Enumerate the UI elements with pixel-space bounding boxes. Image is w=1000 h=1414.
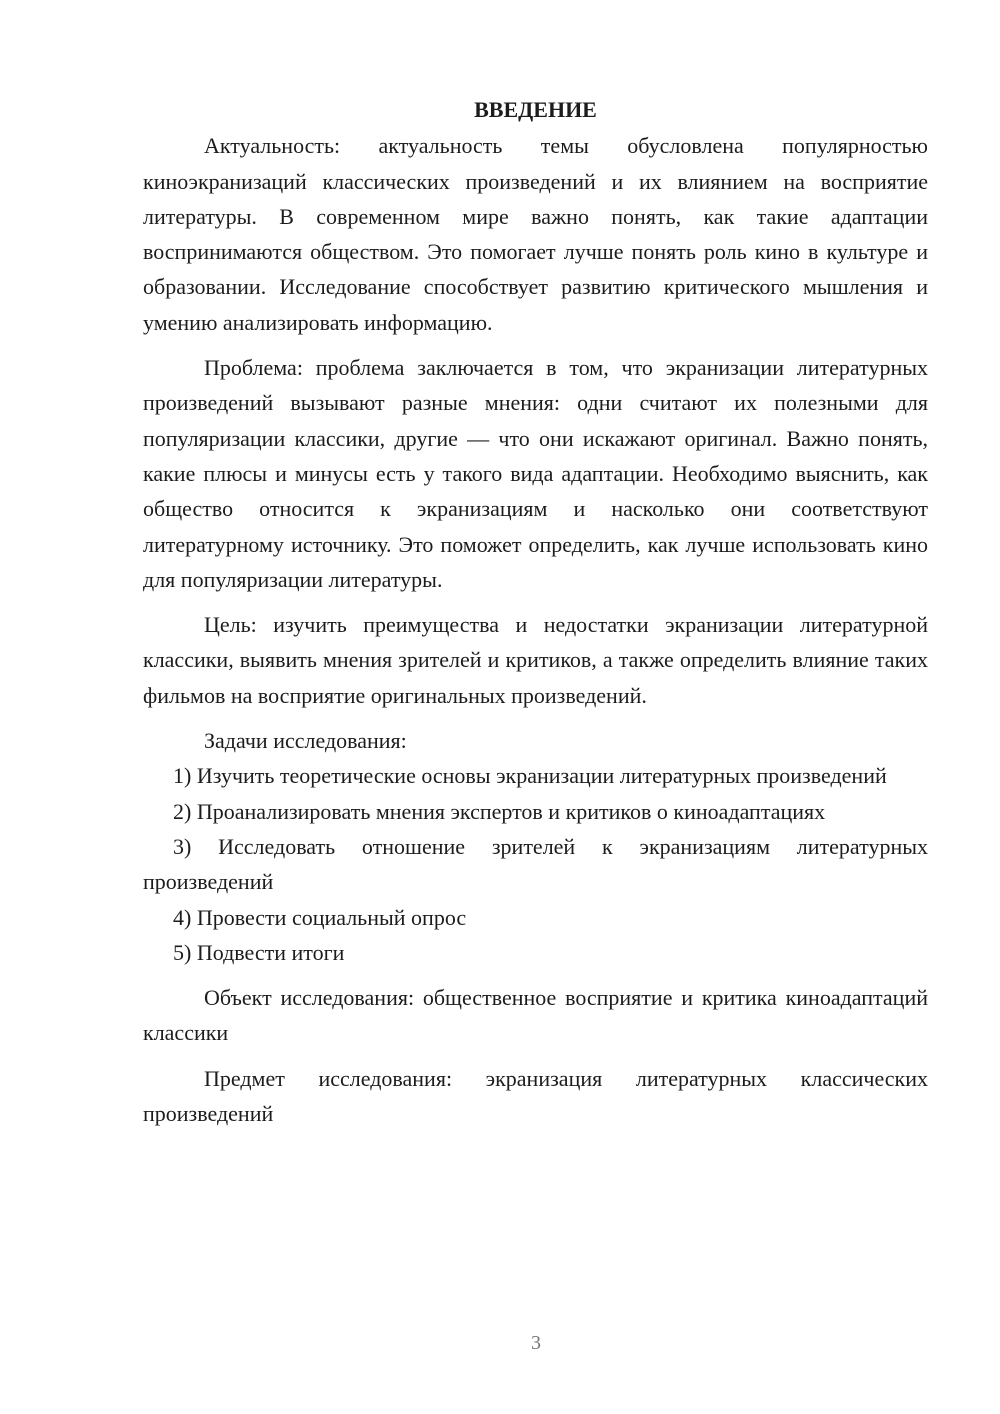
tasks-title: Задачи исследования: — [204, 728, 407, 754]
task-item: 5) Подвести итоги — [173, 939, 345, 965]
task-item: 2) Проанализировать мнения экспертов и критиков о киноадаптациях — [173, 798, 826, 824]
subject-paragraph: Предмет исследования: экранизация литературных классических произведений — [143, 1065, 928, 1127]
task-item: 1) Изучить теоретические основы экранизации литературных произведений — [173, 763, 887, 789]
object-paragraph: Объект исследования: общественное восприятие и критика киноадаптаций классики — [143, 985, 928, 1046]
problem-paragraph: Проблема: проблема заключается в том, что экранизации литературных произведений вызывают разные мнения: одни считают их полезными для популяризации классики, другие — что они искажают оригинал. Важно понять, какие плюсы и минусы есть у такого вида адаптации. Необходимо выяснить, как общество относится к экранизациям и насколько они соответствуют литературному источнику. Это поможет определить, как лучше использовать кино для популяризации литературы. — [143, 355, 928, 592]
page-number: 3 — [531, 1332, 541, 1354]
page-content — [143, 92, 928, 1131]
goal-paragraph: Цель: изучить преимущества и недостатки экранизации литературной классики, выявить мнения зрителей и критиков, а также определить влияние таких фильмов на восприятие оригинальных произведений. — [143, 612, 928, 708]
relevance-paragraph: Актуальность: актуальность темы обусловлена популярностью киноэкранизаций классических произведений и их влиянием на восприятие литературы. В современном мире важно понять, как такие адаптации воспринимаются обществом. Это помогает лучше понять роль кино в культуре и образовании. Исследование способствует развитию критического мышления и умению анализировать информацию. — [143, 133, 928, 335]
task-item: 4) Провести социальный опрос — [173, 904, 467, 930]
task-item: 3) Исследовать отношение зрителей к экранизациям литературных произведений — [143, 833, 928, 895]
section-heading: ВВЕДЕНИЕ — [474, 97, 597, 122]
